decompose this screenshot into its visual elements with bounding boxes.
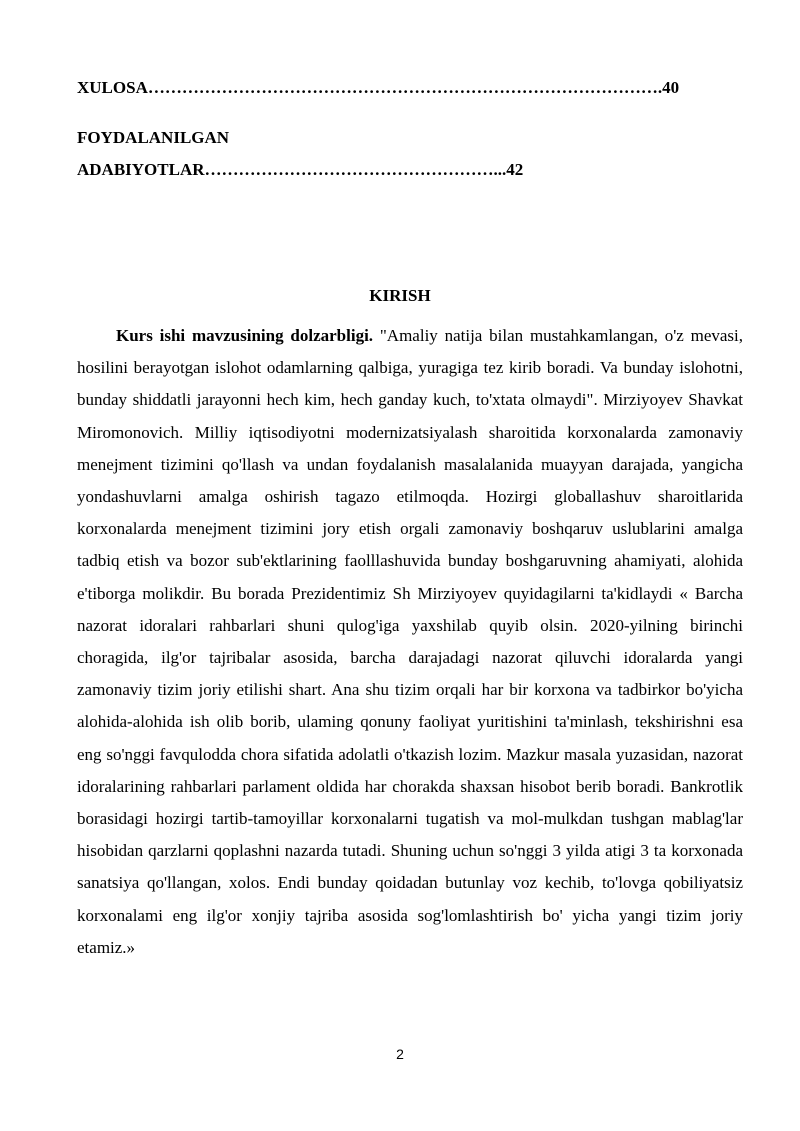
body-paragraph <box>77 320 743 964</box>
toc-entry-label: FOYDALANILGAN <box>77 128 230 147</box>
toc-entry-references <box>77 122 743 186</box>
page-number: 2 <box>396 1046 404 1062</box>
section-heading: KIRISH <box>369 286 431 305</box>
table-of-contents <box>77 72 743 186</box>
toc-entry-conclusion <box>77 72 743 104</box>
paragraph-lead: Kurs ishi mavzusining dolzarbligi. <box>116 326 374 345</box>
toc-leader-dots: ……………………………………………... <box>204 160 507 179</box>
toc-entry-label: XULOSA <box>77 78 148 97</box>
toc-leader-dots: ………………………………………………………………………………. <box>147 78 663 97</box>
toc-page-number: 40 <box>662 78 680 97</box>
paragraph-text: "Amaliy natija bilan mustahkamlangan, o'z mevasi, hosilini berayotgan islohot odamlarning qalbiga, yuragiga tez kirib boradi. Va bunday islohotni, bunday shiddatli jarayonni hech kim, hech ganday kuch, to'xtata olmaydi". Mirziyoyev Shavkat Miromonovich. Milliy iqtisodiyotni modernizatsiyalash sharoitida korxonalarda zamonaviy menejment tizimini qo'llash va undan foydalanish masalalanida muayyan darajada, yangicha yondashuvlarni amalga oshirish tagazo etilmoqda. Hozirgi globallashuv sharoitlarida korxonalarda menejment tizimini jory etish orgali zamonaviy boshqaruv uslublarini amalga tadbiq etish va bozor sub'ektlarining faolllashuvida bunday boshgaruvning ahamiyati, alohida e'tiborga molikdir. Bu borada Prezidentimiz Sh Mirziyoyev quyidagilarni ta'kidlaydi « Barcha nazorat idoralari rahbarlari shuni qulog'iga yaxshilab quyib olsin. 2020-yilning birinchi choragida, ilg'or tajribalar asosida, barcha darajadagi nazorat qiluvchi idoralarda yangi zamonaviy tizim joriy etilishi shart. Ana shu tizim orqali har bir korxona va tadbirkor bo'yicha alohida-alohida ish olib borib, ulaming qonuny faoliyat yuritishini ta'minlash, tekshirishni esa eng so'nggi favqulodda chora sifatida adolatli o'tkazish lozim. Mazkur masala yuzasidan, nazorat idoralarining rahbarlari parlament oldida har chorakda shaxsan hisobot berib boradi. Bankrotlik borasidagi hozirgi tartib-tamoyillar korxonalarni tugatish va mol-mulkdan tushgan mablag'lar hisobidan qarzlarni qoplashni nazarda tutadi. Shuning uchun so'nggi 3 yilda atigi 3 ta korxonada sanatsiya qo'llangan, xolos. Endi bunday qoidadan butunlay voz kechib, to'lovga qobiliyatsiz korxonalami eng ilg'or xonjiy tajriba asosida sog'lomlashtirish bo' yicha yangi tizim joriy etamiz.» <box>77 326 744 957</box>
toc-entry-label-continued: ADABIYOTLAR <box>77 160 205 179</box>
toc-page-number: 42 <box>506 160 524 179</box>
